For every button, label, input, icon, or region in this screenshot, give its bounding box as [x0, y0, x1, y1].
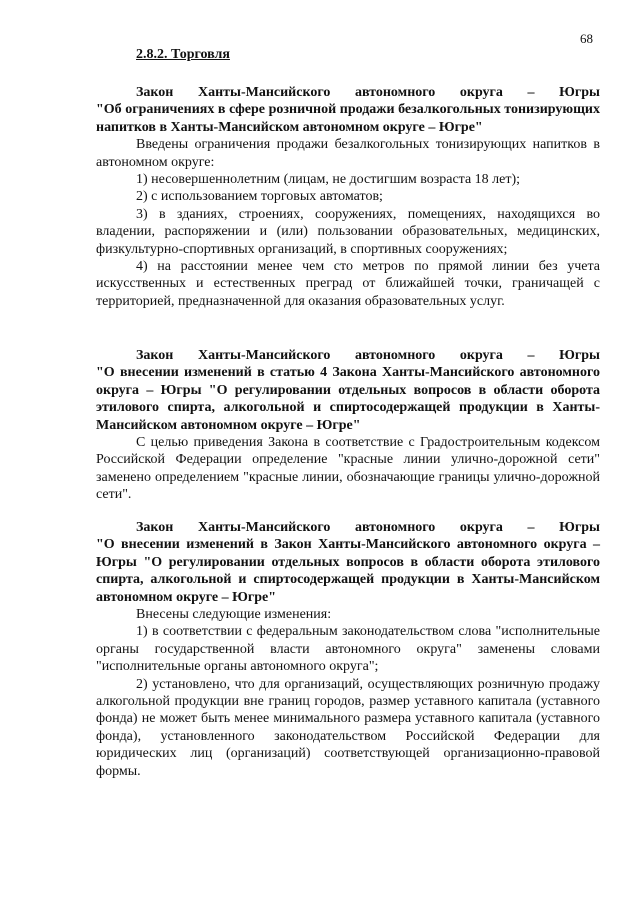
law-block-3 [96, 519, 600, 780]
law-paragraph: 2) с использованием торговых автоматов; [136, 189, 383, 205]
law-title-lead: Закон Ханты-Мансийского автономного округа – Югры [136, 520, 600, 535]
law-paragraph: 3) в зданиях, строениях, сооружениях, помещениях, находящихся во владении, распоряжении и (или) пользовании образовательных, медицинских, физкультурно-спортивных организаций, в спортивных сооружениях; [96, 206, 600, 257]
law-title-rest: "О внесении изменений в статью 4 Закона Ханты-Мансийского автономного округа – Югры "О регулировании отдельных вопросов в области оборота этилового спирта, алкогольной и спиртосодержащей продукции в Ханты-Мансийском автономном округе – Югре" [96, 365, 600, 433]
law-title-rest: "Об ограничениях в сфере розничной продажи безалкогольных тонизирующих напитков в Ханты-Мансийском автономном округе – Югре" [96, 102, 600, 135]
law-paragraph: Введены ограничения продажи безалкогольных тонизирующих напитков в автономном округе: [96, 137, 600, 170]
law-title-lead: Закон Ханты-Мансийского автономного округа – Югры [136, 85, 600, 100]
law-paragraph: 2) установлено, что для организаций, осуществляющих розничную продажу алкогольной продукции вне границ городов, размер уставного капитала (уставного фонда) не может быть менее минимального размера уставного капитала (уставного фонда), установленного законодательством Российской Федерации для юридических лиц (организаций) соответствующей организационно-правовой формы. [96, 676, 600, 779]
law-title-rest: "О внесении изменений в Закон Ханты-Мансийского автономного округа – Югры "О регулировании отдельных вопросов в области оборота этилового спирта, алкогольной и спиртосодержащей продукции в Ханты-Мансийском автономном округе – Югре" [96, 537, 600, 605]
law-title [96, 519, 600, 606]
section-heading: 2.8.2. Торговля [136, 47, 230, 62]
law-title [96, 84, 600, 136]
page-number: 68 [580, 31, 593, 46]
law-paragraph: С целью приведения Закона в соответствие с Градостроительным кодексом Российской Федерации определение "красные линии улично-дорожной сети" заменено определением "красные линии, обозначающие границы улично-дорожной сети". [96, 435, 600, 503]
law-block-1 [96, 84, 600, 310]
law-paragraph: 1) несовершеннолетним (лицам, не достигшим возраста 18 лет); [136, 172, 521, 188]
law-paragraph: Внесены следующие изменения: [136, 607, 332, 623]
law-block-2 [96, 347, 600, 504]
law-paragraph: 1) в соответствии с федеральным законодательством слова "исполнительные органы государственной власти автономного округа" заменены словами "исполнительные органы автономного округа"; [96, 624, 600, 675]
law-paragraph: 4) на расстоянии менее чем сто метров по прямой линии без учета искусственных и естественных преград от ближайшей точки, граничащей с территорией, предназначенной для оказания образовательных услуг. [96, 259, 600, 309]
law-title-lead: Закон Ханты-Мансийского автономного округа – Югры [136, 348, 600, 363]
law-title [96, 347, 600, 434]
